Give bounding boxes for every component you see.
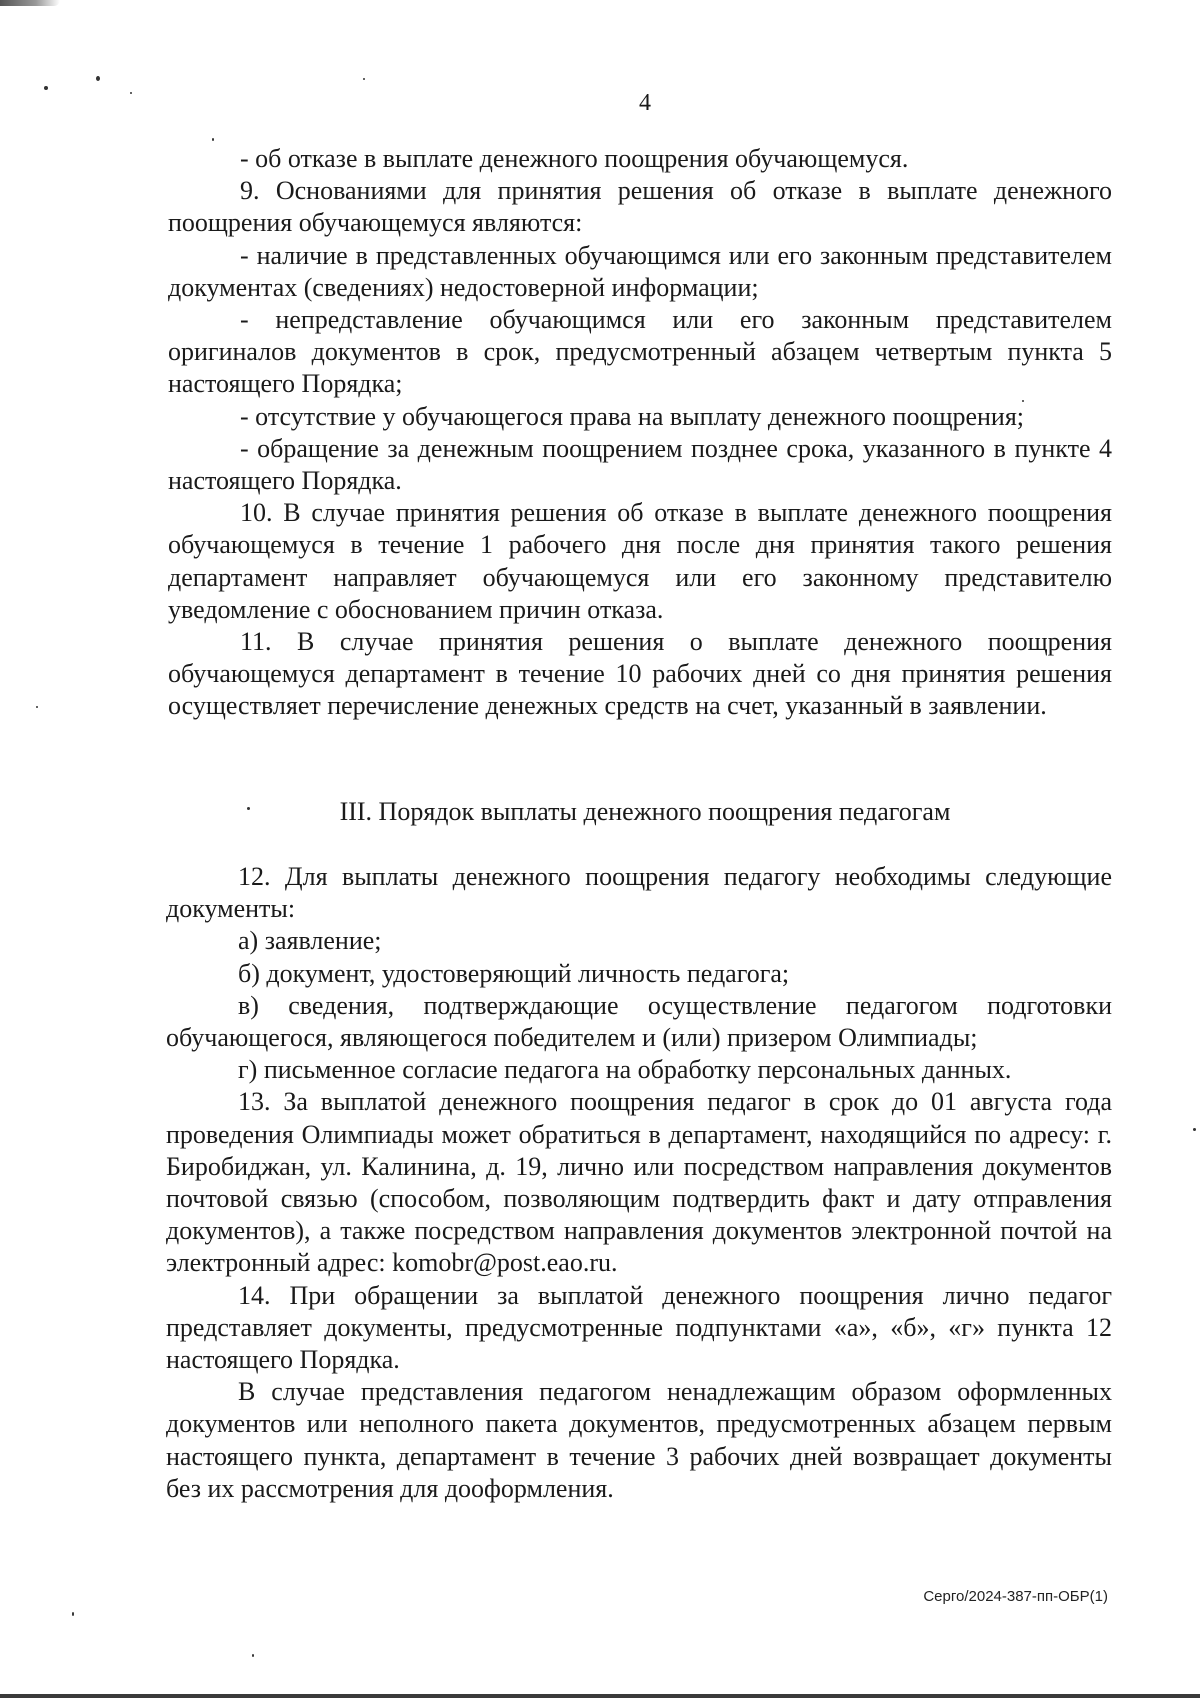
paragraph-12-item-b: б) документ, удостоверяющий личность педагога; <box>238 958 790 988</box>
scan-speck <box>96 76 100 81</box>
paragraph-14: 14. При обращении за выплатой денежного поощрения лично педагог представляет документы, предусмотренные подпунктами «а», «б», «г» пункта 12 настоящего Порядка. <box>166 1280 1112 1375</box>
paragraph-refusal-item: - об отказе в выплате денежного поощрения обучающемуся. <box>240 144 909 173</box>
body-text-part1 <box>168 143 1112 723</box>
paragraph-12-item-g: г) письменное согласие педагога на обработку персональных данных. <box>238 1055 1012 1085</box>
paragraph-14-continuation: В случае представления педагогом ненадлежащим образом оформленных документов или неполного пакета документов, предусмотренных абзацем первым настоящего пункта, департамент в течение 3 рабочих дней возвращает документы без их рассмотрения для дооформления. <box>166 1377 1112 1503</box>
scan-speck <box>36 706 38 708</box>
scan-artifact-bottom <box>0 1694 1200 1698</box>
paragraph-9-item-2: - непредставление обучающимся или его законным представителем оригиналов документов в срок, предусмотренный абзацем четвертым пункта 5 настоящего Порядка; <box>168 305 1112 399</box>
page-number: 4 <box>639 90 651 116</box>
paragraph-11: 11. В случае принятия решения о выплате денежного поощрения обучающемуся департамент в течение 10 рабочих дней со дня принятия решения осуществляет перечисление денежных средств на счет, указанный в заявлении. <box>168 627 1112 721</box>
scan-speck <box>212 138 214 141</box>
scan-speck <box>363 78 365 80</box>
paragraph-9-item-3: - отсутствие у обучающегося права на выплату денежного поощрения; <box>240 401 1025 431</box>
scan-speck <box>252 1654 254 1657</box>
paragraph-12: 12. Для выплаты денежного поощрения педагогу необходимы следующие документы: <box>166 862 1112 924</box>
paragraph-9-item-1: - наличие в представленных обучающимся или его законным представителем документах (сведениях) недостоверной информации; <box>168 240 1112 302</box>
paragraph-12-item-v: в) сведения, подтверждающие осуществление педагогом подготовки обучающегося, являющегося победителем и (или) призером Олимпиады; <box>166 990 1112 1053</box>
paragraph-13: 13. За выплатой денежного поощрения педагог в срок до 01 августа года проведения Олимпиады может обратиться в департамент, находящийся по адресу: г. Биробиджан, ул. Калинина, д. 19, лично или посредством направления документов почтовой связью (способом, позволяющим подтвердить факт и дату отправления документов), а также посредством направления документов электронной почтой на электронный адрес: komobr@post.eao.ru. <box>166 1087 1112 1278</box>
paragraph-10: 10. В случае принятия решения об отказе в выплате денежного поощрения обучающемуся в течение 1 рабочего дня после дня принятия такого решения департамент направляет обучающемуся или его законному представителю уведомление с обоснованием причин отказа. <box>168 498 1112 624</box>
paragraph-9-item-4: - обращение за денежным поощрением позднее срока, указанного в пункте 4 настоящего Порядка. <box>168 433 1112 496</box>
scan-speck <box>1193 1128 1196 1131</box>
scan-speck <box>72 1612 74 1616</box>
paragraph-12-item-a: а) заявление; <box>238 926 382 956</box>
body-text-part2 <box>166 861 1112 1505</box>
paragraph-9: 9. Основаниями для принятия решения об отказе в выплате денежного поощрения обучающемуся являются: <box>168 176 1112 238</box>
section-heading: III. Порядок выплаты денежного поощрения педагогам <box>339 797 951 826</box>
document-registration-code: Серго/2024-387-пп-ОБР(1) <box>923 1588 1108 1605</box>
scan-artifact-top <box>0 0 60 6</box>
